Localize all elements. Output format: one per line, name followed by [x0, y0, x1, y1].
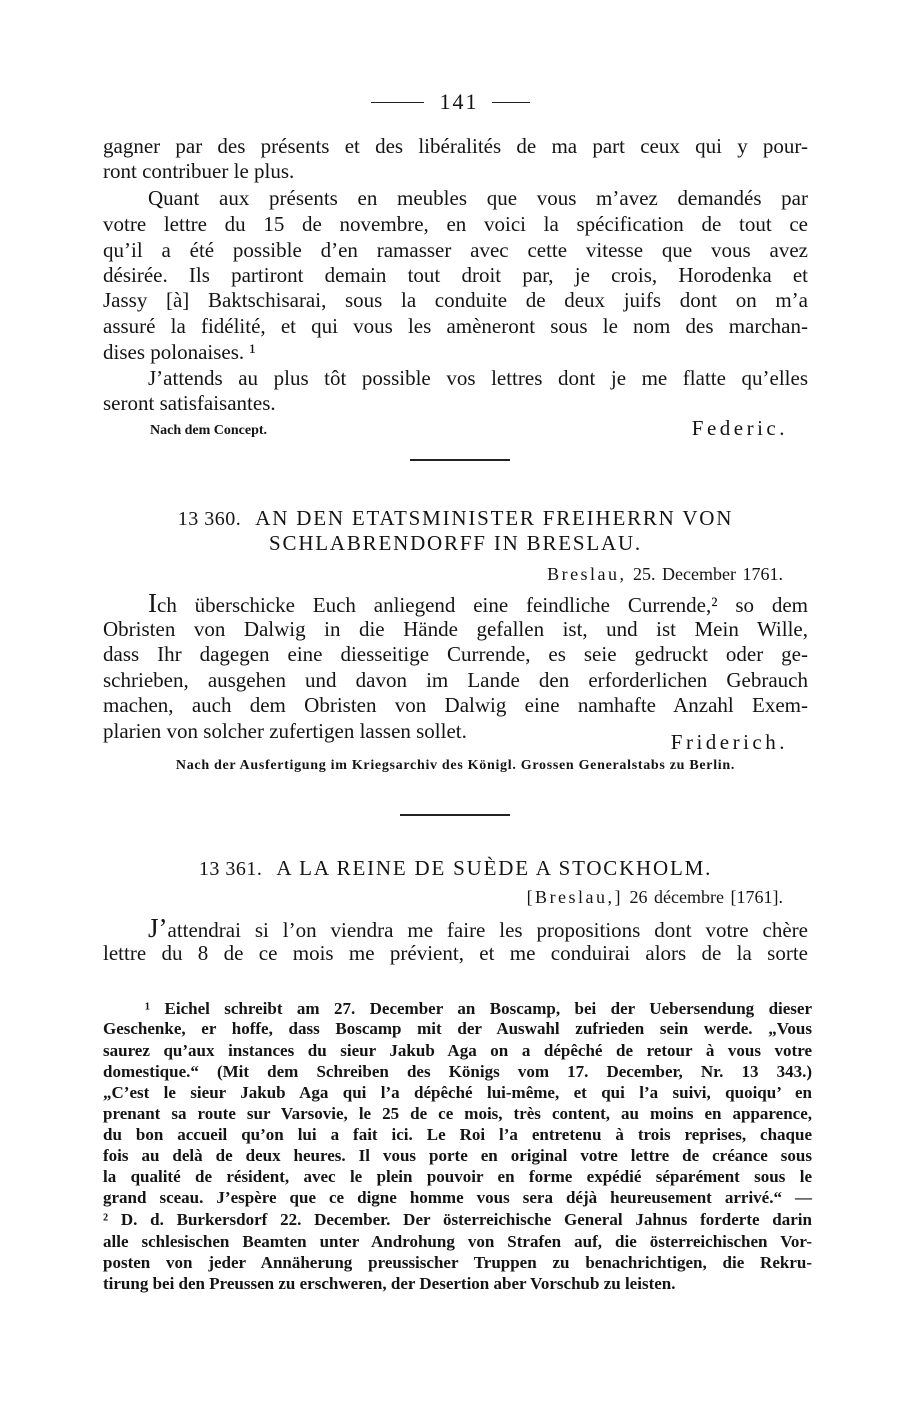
footnote-line: ² D. d. Burkersdorf 22. December. Der österreichische General Jahnus forderte darin	[103, 1210, 812, 1229]
dateline	[547, 563, 783, 585]
body-text-line: gagner par des présents et des libéralités de ma part ceux qui y pour-	[103, 134, 808, 158]
body-text-line: qu’il a été possible d’en ramasser avec cette vitesse que vous avez	[103, 238, 808, 262]
body-text-line: Ich überschicke Euch anliegend eine feindliche Currende,² so dem	[148, 588, 808, 618]
body-text-line: Obristen von Dalwig in die Hände gefallen ist, und ist Mein Wille,	[103, 617, 808, 641]
body-text-line: machen, auch dem Obristen von Dalwig eine namhafte Anzahl Exem-	[103, 693, 808, 717]
footnote-line: la qualité de résident, avec le plein pouvoir en forme expédié séparément sous le	[103, 1167, 812, 1186]
body-text-line: J’attendrai si l’on viendra me faire les propositions dont votre chère	[148, 913, 808, 943]
footnote-line: ¹ Eichel schreibt am 27. December an Boscamp, bei der Uebersendung dieser	[145, 999, 812, 1018]
footnote-line: posten von jeder Annäherung preussischer Truppen zu benachrichtigen, die Rekru-	[103, 1253, 812, 1272]
section-separator	[400, 814, 510, 816]
footnote-line: grand sceau. J’espère que ce digne homme vous sera déjà heureusement arrivé.“ —	[103, 1188, 812, 1207]
letter-heading	[103, 855, 808, 882]
body-text-line: seront satisfaisantes.	[103, 391, 276, 415]
body-text-line: Quant aux présents en meubles que vous m’avez demandés par	[148, 186, 808, 210]
letter-title: SCHLABRENDORFF IN BRESLAU.	[269, 531, 642, 555]
source-note: Nach der Ausfertigung im Kriegsarchiv des Königl. Grossen Generalstabs zu Berlin.	[175, 758, 736, 773]
footnote-line: du bon accueil qu’on lui a fait ici. Le Roi l’a entretenu à trois reprises, chaque	[103, 1125, 812, 1144]
header-rule-left	[371, 102, 424, 103]
body-text-line: dass Ihr dagegen eine diesseitige Currende, es seie gedruckt oder ge-	[103, 642, 808, 666]
body-text-line: désirée. Ils partiront demain tout droit par, je crois, Horodenka et	[103, 263, 808, 287]
footnote-line: „C’est le sieur Jakub Aga qui l’a dépêché lui-même, et qui l’a suivi, quoiqu’ en	[103, 1083, 812, 1102]
page-number: 141	[439, 89, 479, 114]
letter-number: 13 361.	[198, 858, 263, 880]
body-text-line: plarien von solcher zufertigen lassen sollet.	[103, 719, 467, 743]
letter-title: AN DEN ETATSMINISTER FREIHERRN VON	[255, 506, 734, 530]
header-rule-right	[492, 102, 530, 103]
body-text-line: assuré la fidélité, et qui vous les amèneront sous le nom des marchan-	[103, 314, 808, 338]
section-separator	[410, 459, 510, 461]
body-text-line: ront contribuer le plus.	[103, 159, 295, 183]
footnote-line: saurez qu’aux instances du sieur Jakub Aga on a dépêché de retour à vous votre	[103, 1041, 812, 1060]
dateline-place: Breslau,	[547, 564, 627, 584]
body-text-line: lettre du 8 de ce mois me prévient, et me conduirai alors de la sorte	[103, 941, 808, 965]
letter-title: A LA REINE DE SUÈDE A STOCKHOLM.	[276, 856, 713, 880]
dateline-date: 26 décembre [1761].	[629, 887, 783, 907]
letter-number: 13 360.	[177, 508, 242, 530]
signature: Friderich.	[670, 730, 788, 754]
body-text-line: votre lettre du 15 de novembre, en voici la spécification de tout ce	[103, 212, 808, 236]
dateline-place: [Breslau,]	[526, 887, 624, 907]
signature: Federic.	[691, 416, 788, 440]
footnote-line: domestique.“ (Mit dem Schreiben des Königs vom 17. December, Nr. 13 343.)	[103, 1062, 812, 1081]
footnote-line: alle schlesischen Beamten unter Androhung von Strafen auf, die österreichischen Vor-	[103, 1232, 812, 1251]
dateline	[527, 886, 783, 908]
source-note: Nach dem Concept.	[150, 423, 268, 438]
body-text-line: J’attends au plus tôt possible vos lettres dont je me flatte qu’elles	[148, 366, 808, 390]
dateline-date: 25. December 1761.	[633, 564, 783, 584]
body-text-line: dises polonaises. ¹	[103, 340, 256, 364]
letter-heading-continued	[103, 530, 808, 556]
footnote-line: fois au delà de deux heures. Il vous porte en original votre lettre de créance sous	[103, 1146, 812, 1165]
footnote-line: Geschenke, er hoffe, dass Boscamp mit der Auswahl zufrieden sein werde. „Vous	[103, 1019, 812, 1038]
footnote-line: tirung bei den Preussen zu erschweren, der Desertion aber Vorschub zu leisten.	[103, 1274, 676, 1293]
letter-heading	[103, 505, 808, 532]
body-text-line: schrieben, ausgehen und davon im Lande den erforderlichen Gebrauch	[103, 668, 808, 692]
body-text-line: Jassy [à] Baktschisarai, sous la conduite de deux juifs dont on m’a	[103, 288, 808, 312]
footnote-line: prenant sa route sur Varsovie, le 25 de ce mois, très content, au moins en apparence,	[103, 1104, 812, 1123]
